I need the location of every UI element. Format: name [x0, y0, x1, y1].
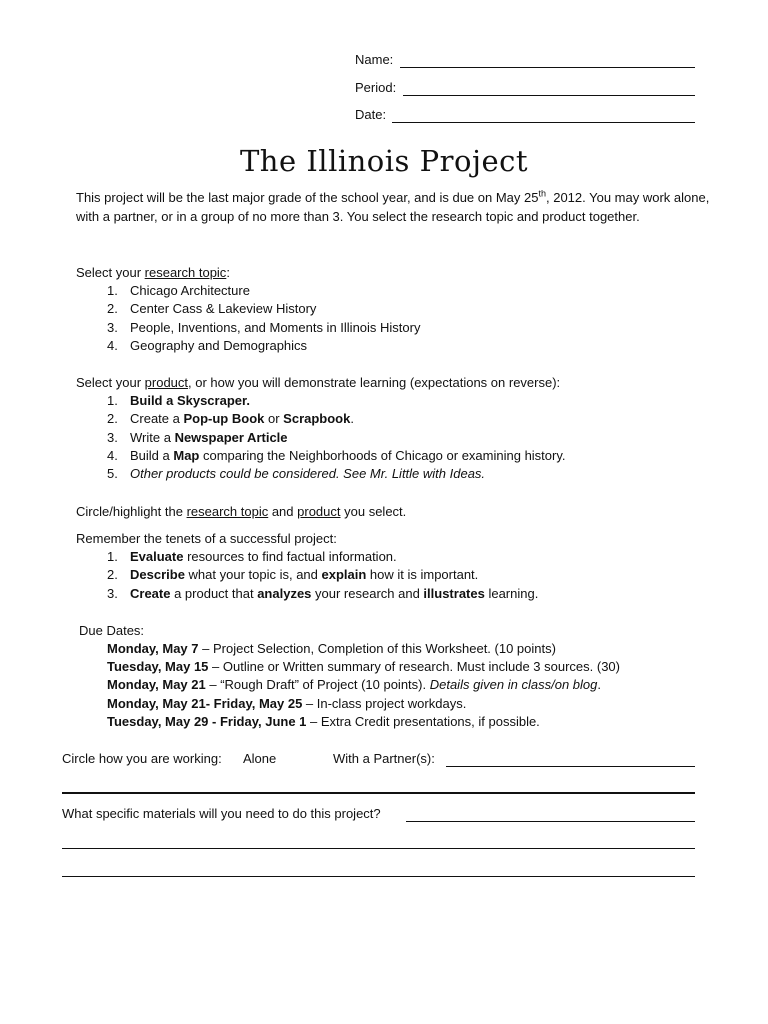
partner-option[interactable]: With a Partner(s):	[333, 751, 435, 766]
intro-text-2: , 2012. You may work alone, with a partner, or in a group of no more than 3. You select the research topic and product together.	[76, 190, 710, 224]
research-pre: Select your	[76, 265, 145, 280]
list-item: Tuesday, May 29 - Friday, June 1 – Extra Credit presentations, if possible.	[107, 713, 540, 729]
materials-question: What specific materials will you need to do this project?	[62, 806, 381, 821]
list-item: 2. Describe what your topic is, and explain how it is important.	[107, 567, 479, 583]
tenets-label: Remember the tenets of a successful project:	[76, 531, 337, 546]
materials-field-line-2[interactable]	[62, 848, 695, 849]
list-item: Monday, May 21 – “Rough Draft” of Project (10 points). Details given in class/on blog.	[107, 677, 601, 693]
list-item: 1. Evaluate resources to find factual information.	[107, 549, 397, 564]
page-title: The Illinois Project	[239, 144, 529, 178]
list-item[interactable]: 3. Write a Newspaper Article	[107, 429, 288, 445]
research-topic-list	[107, 282, 420, 355]
materials-field-line-3[interactable]	[62, 876, 695, 877]
period-field-line[interactable]	[403, 95, 695, 96]
list-item: Tuesday, May 15 – Outline or Written summary of research. Must include 3 sources. (30)	[107, 659, 620, 675]
research-post: :	[226, 265, 230, 280]
date-label: Date:	[355, 107, 387, 122]
list-item[interactable]: 4. Geography and Demographics	[107, 337, 308, 353]
list-item[interactable]: 2. Create a Pop-up Book or Scrapbook.	[107, 411, 354, 427]
name-label: Name:	[355, 52, 394, 67]
product-list	[107, 392, 566, 483]
circle-instruction: Circle/highlight the research topic and product you select.	[76, 504, 407, 519]
name-field-line[interactable]	[400, 67, 695, 68]
list-item[interactable]: 4. Build a Map comparing the Neighborhoods of Chicago or examining history.	[107, 447, 566, 463]
item-text: Geography and Demographics	[130, 337, 308, 353]
tenets-list	[107, 548, 538, 603]
list-item: Monday, May 7 – Project Selection, Completion of this Worksheet. (10 points)	[107, 641, 556, 656]
date-field-line[interactable]	[392, 122, 695, 123]
due-dates-label: Due Dates:	[79, 623, 145, 638]
due-dates-list	[107, 640, 620, 731]
alone-option[interactable]: Alone	[243, 751, 277, 766]
item-text: Center Cass & Lakeview History	[130, 301, 317, 317]
list-item[interactable]: 1. Build a Skyscraper.	[107, 393, 250, 408]
list-item: Monday, May 21- Friday, May 25 – In-class project workdays.	[107, 695, 467, 711]
intro-text-1: This project will be the last major grade of the school year, and is due on May 25	[76, 190, 539, 205]
list-item[interactable]: 2. Center Cass & Lakeview History	[107, 301, 317, 317]
product-post: , or how you will demonstrate learning (expectations on reverse):	[188, 375, 561, 390]
list-item[interactable]: 3. People, Inventions, and Moments in Illinois History	[107, 319, 421, 335]
section-divider	[62, 792, 695, 794]
list-item[interactable]: 5. Other products could be considered. See Mr. Little with Ideas.	[107, 466, 486, 482]
item-text: Chicago Architecture	[130, 283, 250, 298]
partner-field-line[interactable]	[446, 766, 695, 767]
product-pre: Select your	[76, 375, 145, 390]
intro-paragraph	[76, 189, 716, 226]
working-label: Circle how you are working:	[62, 751, 222, 766]
list-item[interactable]: 1. Chicago Architecture	[107, 283, 250, 298]
list-item: 3. Create a product that analyzes your research and illustrates learning.	[107, 585, 539, 601]
product-underline: product	[144, 375, 189, 390]
intro-superscript: th	[538, 188, 546, 199]
period-label: Period:	[355, 80, 397, 95]
materials-field-line-1[interactable]	[406, 821, 695, 822]
item-text: People, Inventions, and Moments in Illinois History	[130, 319, 421, 335]
research-topic-label	[76, 264, 230, 282]
product-label	[76, 374, 560, 392]
research-underline: research topic	[144, 265, 227, 280]
